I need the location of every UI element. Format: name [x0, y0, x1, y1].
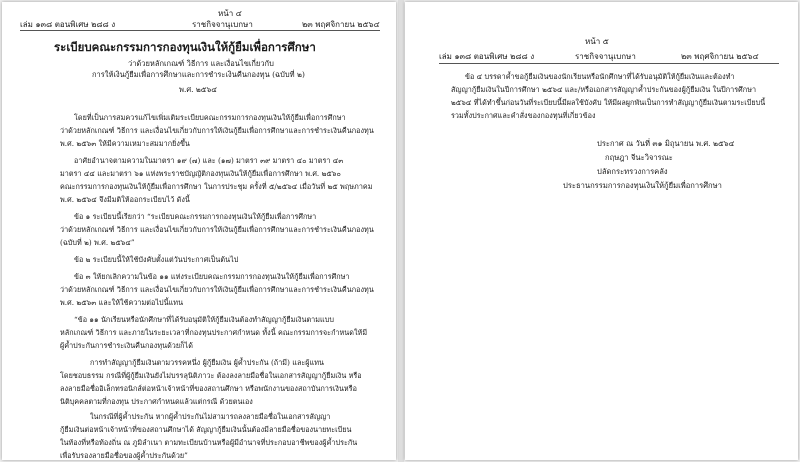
body-line: นิติบุคคลตามที่กองทุน ประกาศกำหนดแล้วแต่กรณี ด้วยตนเอง [60, 397, 253, 406]
body-line: รวมทั้งประกาศและคำสั่งของกองทุนที่เกี่ยวข้อง [451, 111, 596, 120]
body-line: ว่าด้วยหลักเกณฑ์ วิธีการ และเงื่อนไขเกี่ยวกับการให้เงินกู้ยืมเพื่อการศึกษาและการชำระเงินคืนกองทุน [60, 285, 374, 294]
gazette-date: ๒๓ พฤศจิกายน ๒๕๖๔ [302, 20, 380, 29]
body-line: มาตรา ๔๔ และมาตรา ๖๑ แห่งพระราชบัญญัติกองทุนเงินให้กู้ยืมเพื่อการศึกษา พ.ศ. ๒๕๖๐ [60, 169, 341, 178]
body-line: พ.ศ. ๒๕๖๓ ให้มีความเหมาะสมมากยิ่งขึ้น [60, 139, 190, 148]
gazette-name: ราชกิจจานุเบกษา [192, 20, 253, 29]
page-number: หน้า ๔ [218, 9, 242, 18]
signature-date: ประกาศ ณ วันที่ ๓๑ มิถุนายน พ.ศ. ๒๕๖๔ [597, 139, 735, 148]
body-line: (ฉบับที่ ๒) พ.ศ. ๒๕๖๔” [60, 238, 135, 247]
page-number: หน้า ๕ [585, 37, 609, 46]
body-line: สัญญากู้ยืมเงินในปีการศึกษา ๒๕๖๔ และ/หรือเอกสารสัญญาค้ำประกันของผู้กู้ยืมเงิน ในปีการศึกษา [451, 85, 757, 94]
body-line: อาศัยอำนาจตามความในมาตรา ๑๙ (๗) และ (๑๗) มาตรา ๓๙ มาตรา ๔๐ มาตรา ๔๓ [74, 156, 344, 165]
body-line: ข้อ ๓ ให้ยกเลิกความในข้อ ๑๑ แห่งระเบียบคณะกรรมการกองทุนเงินให้กู้ยืมเพื่อการศึกษา [74, 272, 350, 281]
body-line: กู้ยืมเงินต่อหน้าเจ้าหน้าที่ของสถานศึกษาได้ สัญญากู้ยืมเงินนั้นต้องมีลายมือชื่อของนายทะเบียน [60, 425, 352, 434]
body-line: พ.ศ. ๒๕๖๓ และให้ใช้ความต่อไปนี้แทน [60, 298, 184, 307]
page-gap [398, 0, 404, 462]
signatory-name: กฤษฎา จีนะวิจารณะ [605, 153, 673, 162]
document-subtitle-3: พ.ศ. ๒๕๖๔ [179, 85, 217, 94]
body-line: คณะกรรมการกองทุนเงินให้กู้ยืมเพื่อการศึกษา ในการประชุม ครั้งที่ ๕/๒๕๖๔ เมื่อวันที่ ๒๕ พฤษภาคม [60, 182, 373, 191]
header-rule [439, 63, 779, 64]
body-line: หลักเกณฑ์ วิธีการ และภายในระยะเวลาที่กองทุนประกาศกำหนด ทั้งนี้ คณะกรรมการจะกำหนดให้มี [60, 328, 368, 337]
body-line: “ข้อ ๑๑ นักเรียนหรือนักศึกษาที่ได้รับอนุมัติให้กู้ยืมเงินต้องทำสัญญากู้ยืมเงินตามแบบ [74, 315, 334, 324]
body-line: ลงลายมือชื่ออิเล็กทรอนิกส์ต่อหน้าเจ้าหน้าที่ของสถานศึกษา หรือพนักงานของสถาบันการเงินหรือ [60, 384, 357, 393]
gazette-volume: เล่ม ๑๓๘ ตอนพิเศษ ๒๘๘ ง [439, 52, 535, 61]
body-line: ข้อ ๔ บรรดาค้ำขอกู้ยืมเงินของนักเรียนหรือนักศึกษาที่ได้รับอนุมัติให้กู้ยืมเงินและต้องทำ [465, 72, 735, 81]
document-subtitle-2: การให้เงินกู้ยืมเพื่อการศึกษาและการชำระเงินคืนกองทุน (ฉบับที่ ๒) [92, 70, 305, 79]
gazette-volume: เล่ม ๑๓๘ ตอนพิเศษ ๒๘๘ ง [20, 20, 116, 29]
body-line: โดยชอบธรรม กรณีที่ผู้กู้ยืมเงินยังไม่บรรลุนิติภาวะ ต้องลงลายมือชื่อในเอกสารสัญญากู้ยืมเงิน หรือ [60, 371, 362, 380]
body-line: การทำสัญญากู้ยืมเงินตามวรรคหนึ่ง ผู้กู้ยืมเงิน ผู้ค้ำประกัน (ถ้ามี) และผู้แทน [90, 358, 325, 367]
gazette-name: ราชกิจจานุเบกษา [575, 52, 636, 61]
signatory-position: ปลัดกระทรวงการคลัง [597, 167, 668, 176]
body-line: ข้อ ๑ ระเบียบนี้เรียกว่า “ระเบียบคณะกรรมการกองทุนเงินให้กู้ยืมเพื่อการศึกษา [74, 212, 317, 221]
body-line: ว่าด้วยหลักเกณฑ์ วิธีการ และเงื่อนไขเกี่ยวกับการให้เงินกู้ยืมเพื่อการศึกษาและการชำระเงินคืนกองทุน [60, 126, 374, 135]
signatory-title: ประธานกรรมการกองทุนเงินให้กู้ยืมเพื่อการศึกษา [563, 181, 722, 190]
body-line: เพื่อรับรองลายมือชื่อของผู้ค้ำประกันด้วย” [60, 451, 188, 460]
body-line: โดยที่เป็นการสมควรแก้ไขเพิ่มเติมระเบียบคณะกรรมการกองทุนเงินให้กู้ยืมเพื่อการศึกษา [74, 113, 346, 122]
document-page-5[interactable] [405, 2, 798, 460]
document-subtitle-1: ว่าด้วยหลักเกณฑ์ วิธีการ และเงื่อนไขเกี่ยวกับ [128, 59, 274, 68]
header-rule [20, 30, 380, 31]
body-line: พ.ศ. ๒๕๖๔ จึงมีมติให้ออกระเบียบไว้ ดังนี้ [60, 195, 190, 204]
body-line: ผู้ค้ำประกันการชำระเงินคืนกองทุนด้วยก็ได้ [60, 341, 193, 350]
gazette-date: ๒๓ พฤศจิกายน ๒๕๖๔ [681, 52, 759, 61]
body-line: ว่าด้วยหลักเกณฑ์ วิธีการ และเงื่อนไขเกี่ยวกับการให้เงินกู้ยืมเพื่อการศึกษาและการชำระเงินคืนกองทุน [60, 225, 374, 234]
body-line: ข้อ ๒ ระเบียบนี้ให้ใช้บังคับตั้งแต่วันประกาศเป็นต้นไป [74, 255, 239, 264]
document-page-4[interactable] [2, 2, 396, 460]
body-line: ในท้องที่หรือท้องถิ่น ณ ภูมิลำเนา ตามทะเบียนบ้านหรือผู้มีอำนาจที่ประกอบอาชีพของผู้ค้ำประกัน [60, 438, 358, 447]
body-line: ในกรณีที่ผู้ค้ำประกัน หากผู้ค้ำประกันไม่สามารถลงลายมือชื่อในเอกสารสัญญา [90, 412, 331, 421]
body-line: ๒๕๖๔ ที่ได้ทำขึ้นก่อนวันที่ระเบียบนี้มีผลใช้บังคับ ให้มีผลผูกพันเป็นการทำสัญญากู้ยืมเงินตามระเบียบนี้ [451, 98, 766, 107]
document-title: ระเบียบคณะกรรมการกองทุนเงินให้กู้ยืมเพื่อการศึกษา [54, 40, 316, 54]
